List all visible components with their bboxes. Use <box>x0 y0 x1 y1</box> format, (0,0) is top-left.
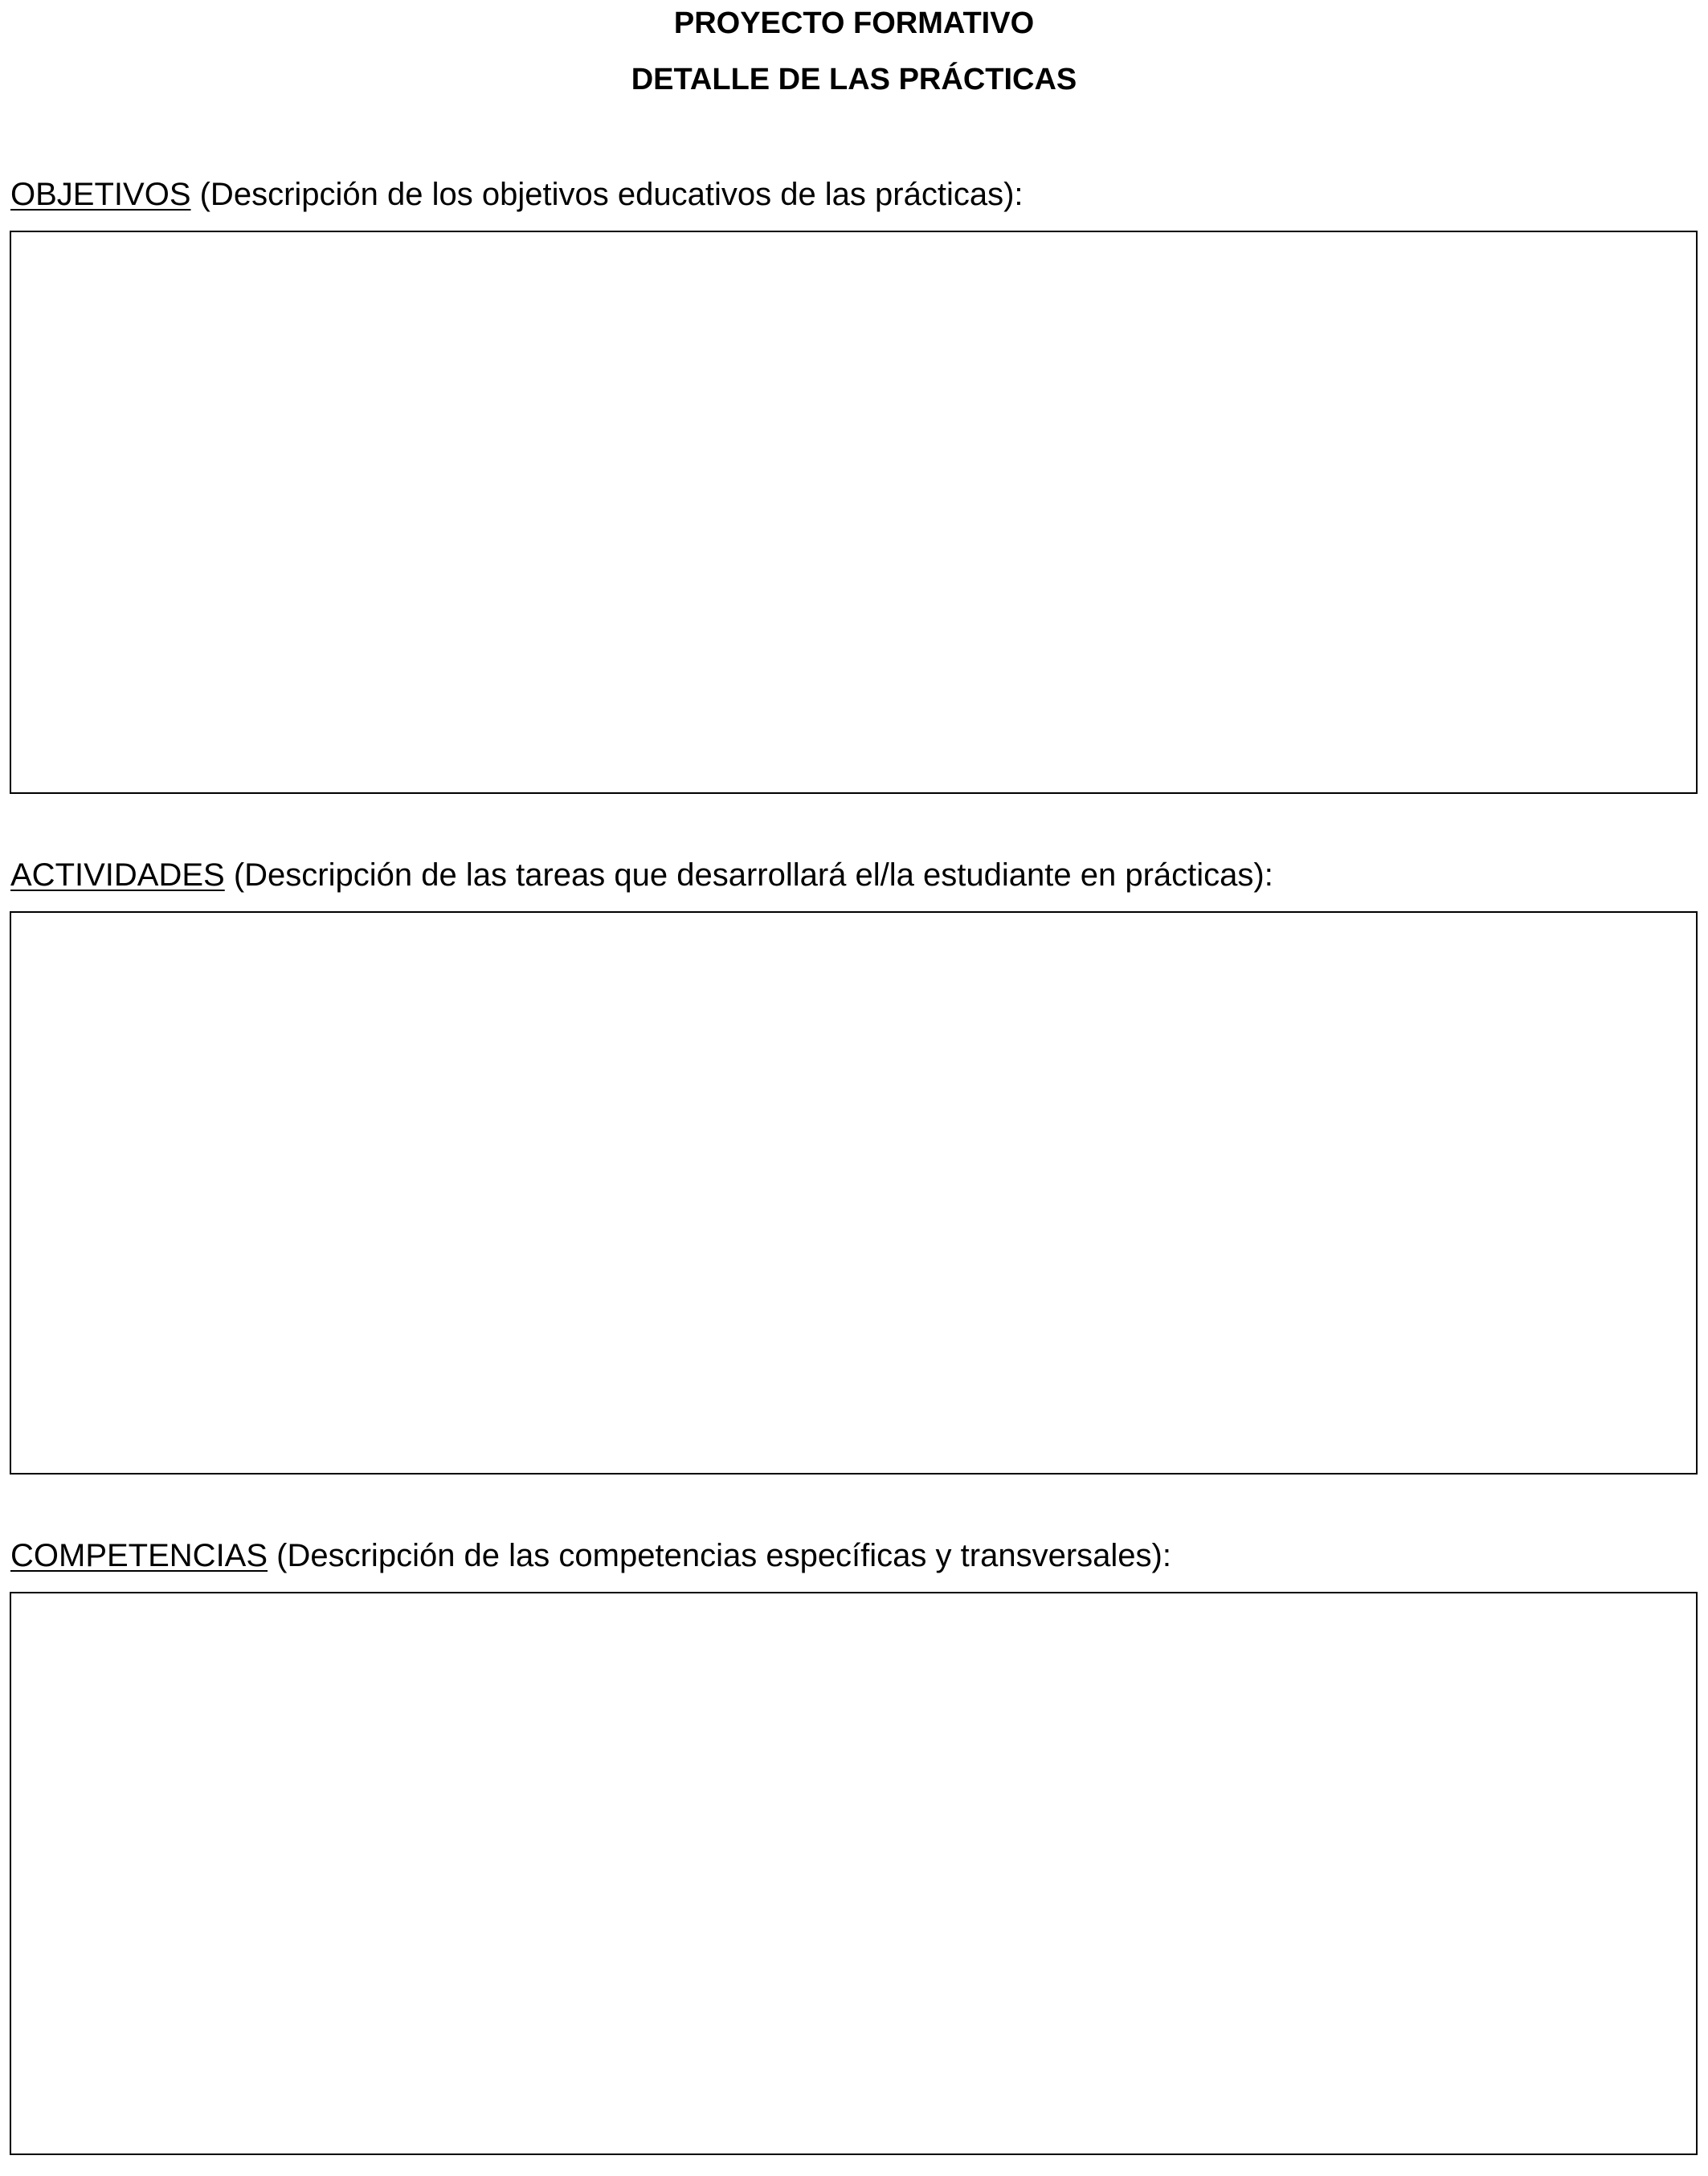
objetivos-keyword: OBJETIVOS <box>10 177 191 212</box>
objetivos-field[interactable] <box>10 231 1698 794</box>
objetivos-label <box>10 178 1024 211</box>
actividades-description: (Descripción de las tareas que desarrollará el/la estudiante en prácticas): <box>224 857 1273 893</box>
competencias-field[interactable] <box>10 1592 1698 2155</box>
actividades-field[interactable] <box>10 911 1698 1475</box>
competencias-description: (Descripción de las competencias específicas y transversales): <box>268 1538 1171 1573</box>
actividades-label <box>10 859 1273 891</box>
document-subtitle: DETALLE DE LAS PRÁCTICAS <box>631 63 1077 96</box>
actividades-keyword: ACTIVIDADES <box>10 857 225 893</box>
competencias-keyword: COMPETENCIAS <box>10 1538 268 1573</box>
competencias-label <box>10 1540 1171 1572</box>
objetivos-description: (Descripción de los objetivos educativos de las prácticas): <box>190 177 1024 212</box>
document-title: PROYECTO FORMATIVO <box>673 6 1035 40</box>
